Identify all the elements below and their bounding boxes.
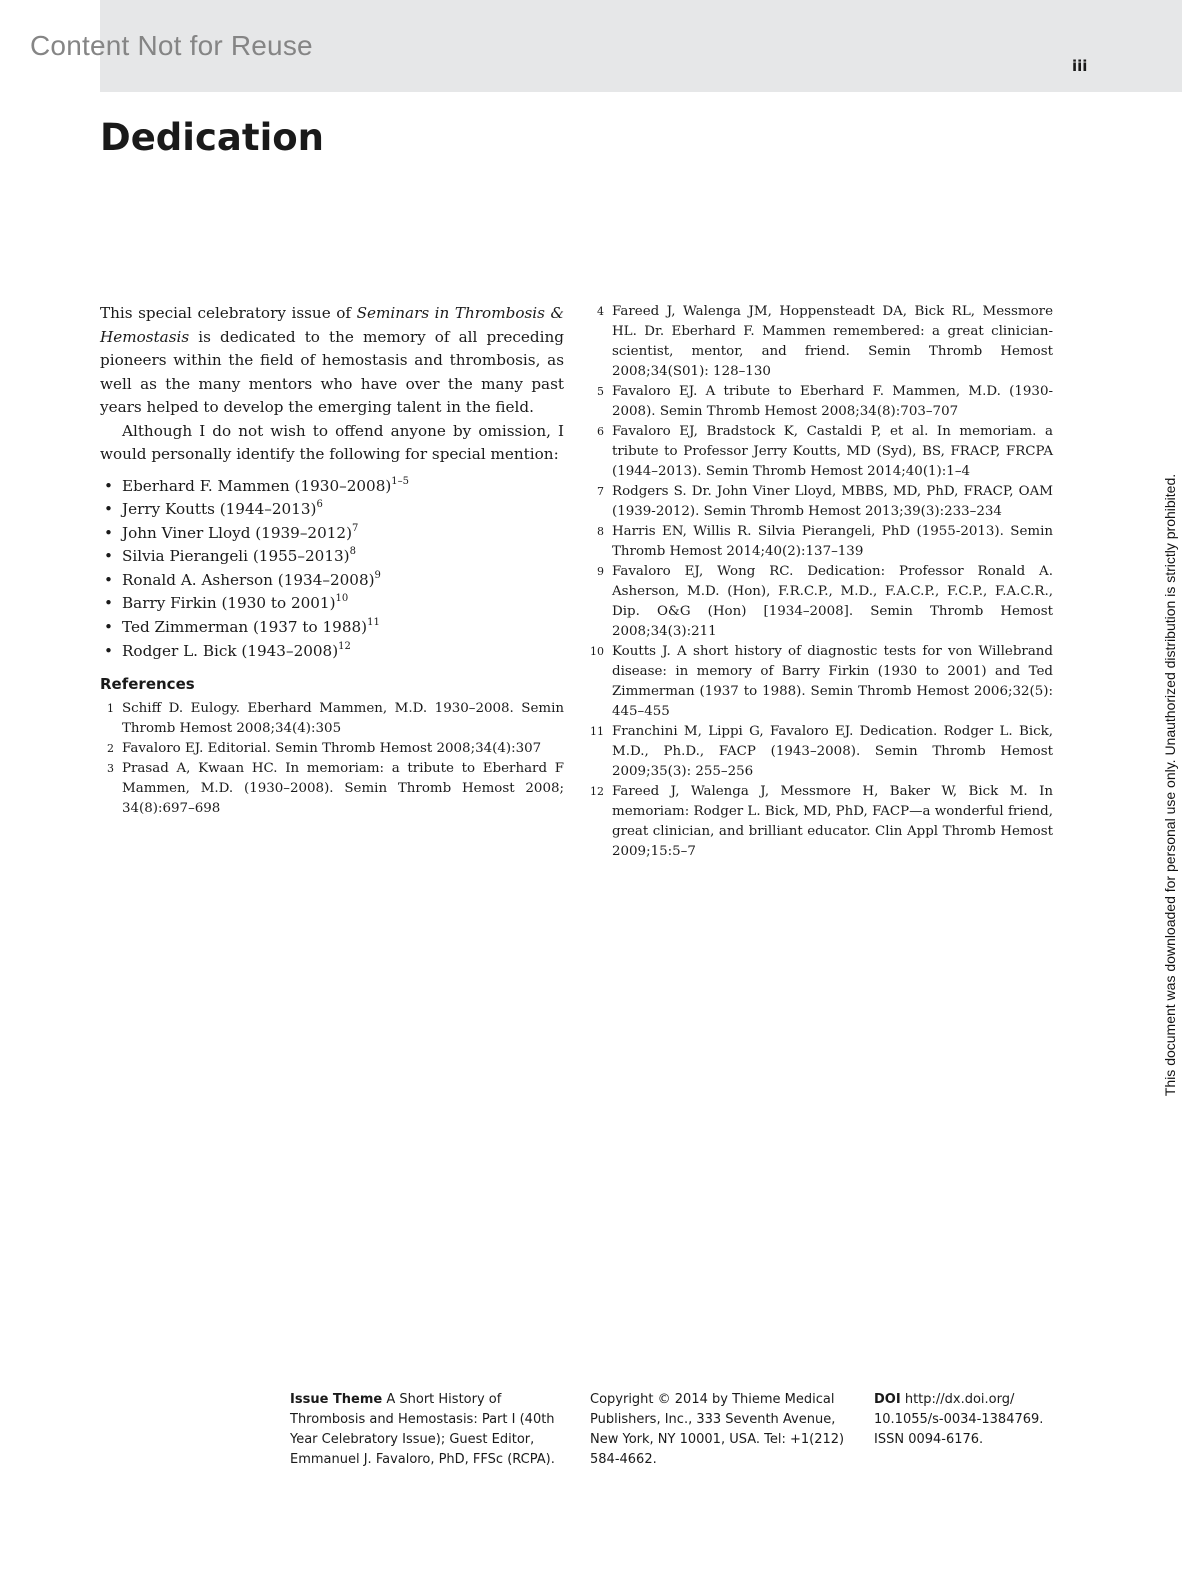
reference-item: 2 Favaloro EJ. Editorial. Semin Thromb Hemost 2008;34(4):307 [107, 740, 542, 756]
citation-superscript: 11 [367, 617, 380, 629]
footer-copyright: Copyright © 2014 by Thieme Medical Publishers, Inc., 333 Seventh Avenue, New York, NY 10001, USA. Tel: +1(212) 584-4662. [590, 1392, 845, 1467]
reference-item: 6 Favaloro EJ, Bradstock K, Castaldi P, et al. In memoriam. a tribute to Professor Jerry Koutts, MD (Syd), BS, FRACP, FRCPA (1944–2013). Semin Thromb Hemost 2014;40(1):1–4 [597, 424, 1053, 479]
list-item: • Jerry Koutts (1944–2013)$^6$ [104, 499, 323, 519]
page-title: Dedication [100, 116, 325, 159]
reference-item: 5 Favaloro EJ. A tribute to Eberhard F. Mammen, M.D. (1930-2008). Semin Thromb Hemost 2008;34(8):703–707 [597, 384, 1053, 419]
list-item: • John Viner Lloyd (1939–2012)$^7$ [104, 522, 359, 542]
references-list-left [100, 699, 564, 819]
list-item: • Ted Zimmerman (1937 to 1988)$^{11}$ [104, 617, 380, 637]
side-notice: This document was downloaded for personal use only. Unauthorized distribution is strictly prohibited. [1162, 473, 1178, 1097]
list-item: • Barry Firkin (1930 to 2001)$^{10}$ [104, 593, 349, 613]
right-column [590, 302, 1053, 862]
references-heading: References [100, 675, 195, 694]
reference-item: 12 Fareed J, Walenga J, Messmore H, Baker W, Bick M. In memoriam: Rodger L. Bick, MD, PhD, FACP—a wonderful friend, great clinician, and brilliant educator. Clin Appl Thromb Hemost 2009;15:5–7 [590, 784, 1053, 859]
reference-item: 1 Schiff D. Eulogy. Eberhard Mammen, M.D. 1930–2008. Semin Thromb Hemost 2008;34(4):305 [107, 700, 564, 736]
citation-superscript: 12 [338, 640, 351, 652]
intro-paragraph: This special celebratory issue of Seminars in Thrombosis & Hemostasis is dedicated to the memory of all preceding pioneers within the field of hemostasis and thrombosis, as well as the many mentors who have over the many past years helped to develop the emerging talent in the field. [100, 304, 564, 416]
reference-item: 11 Franchini M, Lippi G, Favaloro EJ. Dedication. Rodger L. Bick, M.D., Ph.D., FACP (1943–2008). Semin Thromb Hemost 2009;35(3): 255–256 [590, 724, 1053, 779]
reference-item: 9 Favaloro EJ, Wong RC. Dedication: Professor Ronald A. Asherson, M.D. (Hon), F.R.C.P., M.D., F.A.C.P., F.C.P., F.A.C.R., Dip. O&G (Hon) [1934–2008]. Semin Thromb Hemost 2008;34(3):211 [597, 564, 1053, 639]
citation-superscript: 1–5 [391, 475, 410, 487]
reference-item: 8 Harris EN, Willis R. Silvia Pierangeli, PhD (1955-2013). Semin Thromb Hemost 2014;40(2):137–139 [597, 524, 1053, 559]
list-item: • Ronald A. Asherson (1934–2008)$^9$ [104, 569, 381, 589]
footer-doi: DOI http://dx.doi.org/ 10.1055/s-0034-1384769. ISSN 0094-6176. [874, 1392, 1044, 1447]
honoree-list [100, 475, 564, 664]
citation-superscript: 8 [349, 546, 356, 558]
list-item: • Rodger L. Bick (1943–2008)$^{12}$ [104, 640, 351, 660]
journal-name: Seminars in Thrombosis & Hemostasis [100, 304, 564, 346]
watermark: Content Not for Reuse [30, 30, 313, 61]
footer-issue-theme: Issue Theme A Short History of Thrombosis and Hemostasis: Part I (40th Year Celebratory Issue); Guest Editor, Emmanuel J. Favaloro, PhD, FFSc (RCPA). [290, 1392, 555, 1467]
citation-superscript: 9 [374, 569, 381, 581]
citation-superscript: 6 [316, 499, 323, 511]
list-item: • Eberhard F. Mammen (1930–2008)$^{1-5}$ [104, 475, 410, 495]
citation-superscript: 10 [335, 593, 349, 605]
doi-label: DOI [874, 1392, 901, 1407]
reference-item: 4 Fareed J, Walenga JM, Hoppensteadt DA, Bick RL, Messmore HL. Dr. Eberhard F. Mammen remembered: a great clinician-scientist, mentor, and friend. Semin Thromb Hemost 2008;34(S01): 128–130 [597, 304, 1053, 379]
reference-item: 3 Prasad A, Kwaan HC. In memoriam: a tribute to Eberhard F Mammen, M.D. (1930–2008). Semin Thromb Hemost 2008; 34(8):697–698 [107, 760, 564, 816]
references-list-right [590, 302, 1053, 862]
page-number: iii [1072, 57, 1088, 75]
issue-theme-label: Issue Theme [290, 1392, 383, 1407]
left-column [100, 302, 564, 819]
citation-superscript: 7 [352, 522, 359, 534]
reference-item: 10 Koutts J. A short history of diagnostic tests for von Willebrand disease: in memory of Barry Firkin (1930 to 2001) and Ted Zimmerman (1937 to 1988). Semin Thromb Hemost 2006;32(5): 445–455 [590, 644, 1053, 719]
list-item: • Silvia Pierangeli (1955–2013)$^8$ [104, 546, 356, 566]
reference-item: 7 Rodgers S. Dr. John Viner Lloyd, MBBS, MD, PhD, FRACP, OAM (1939-2012). Semin Thromb Hemost 2013;39(3):233–234 [597, 484, 1053, 519]
mention-paragraph: Although I do not wish to offend anyone by omission, I would personally identify the following for special mention: [100, 421, 564, 463]
